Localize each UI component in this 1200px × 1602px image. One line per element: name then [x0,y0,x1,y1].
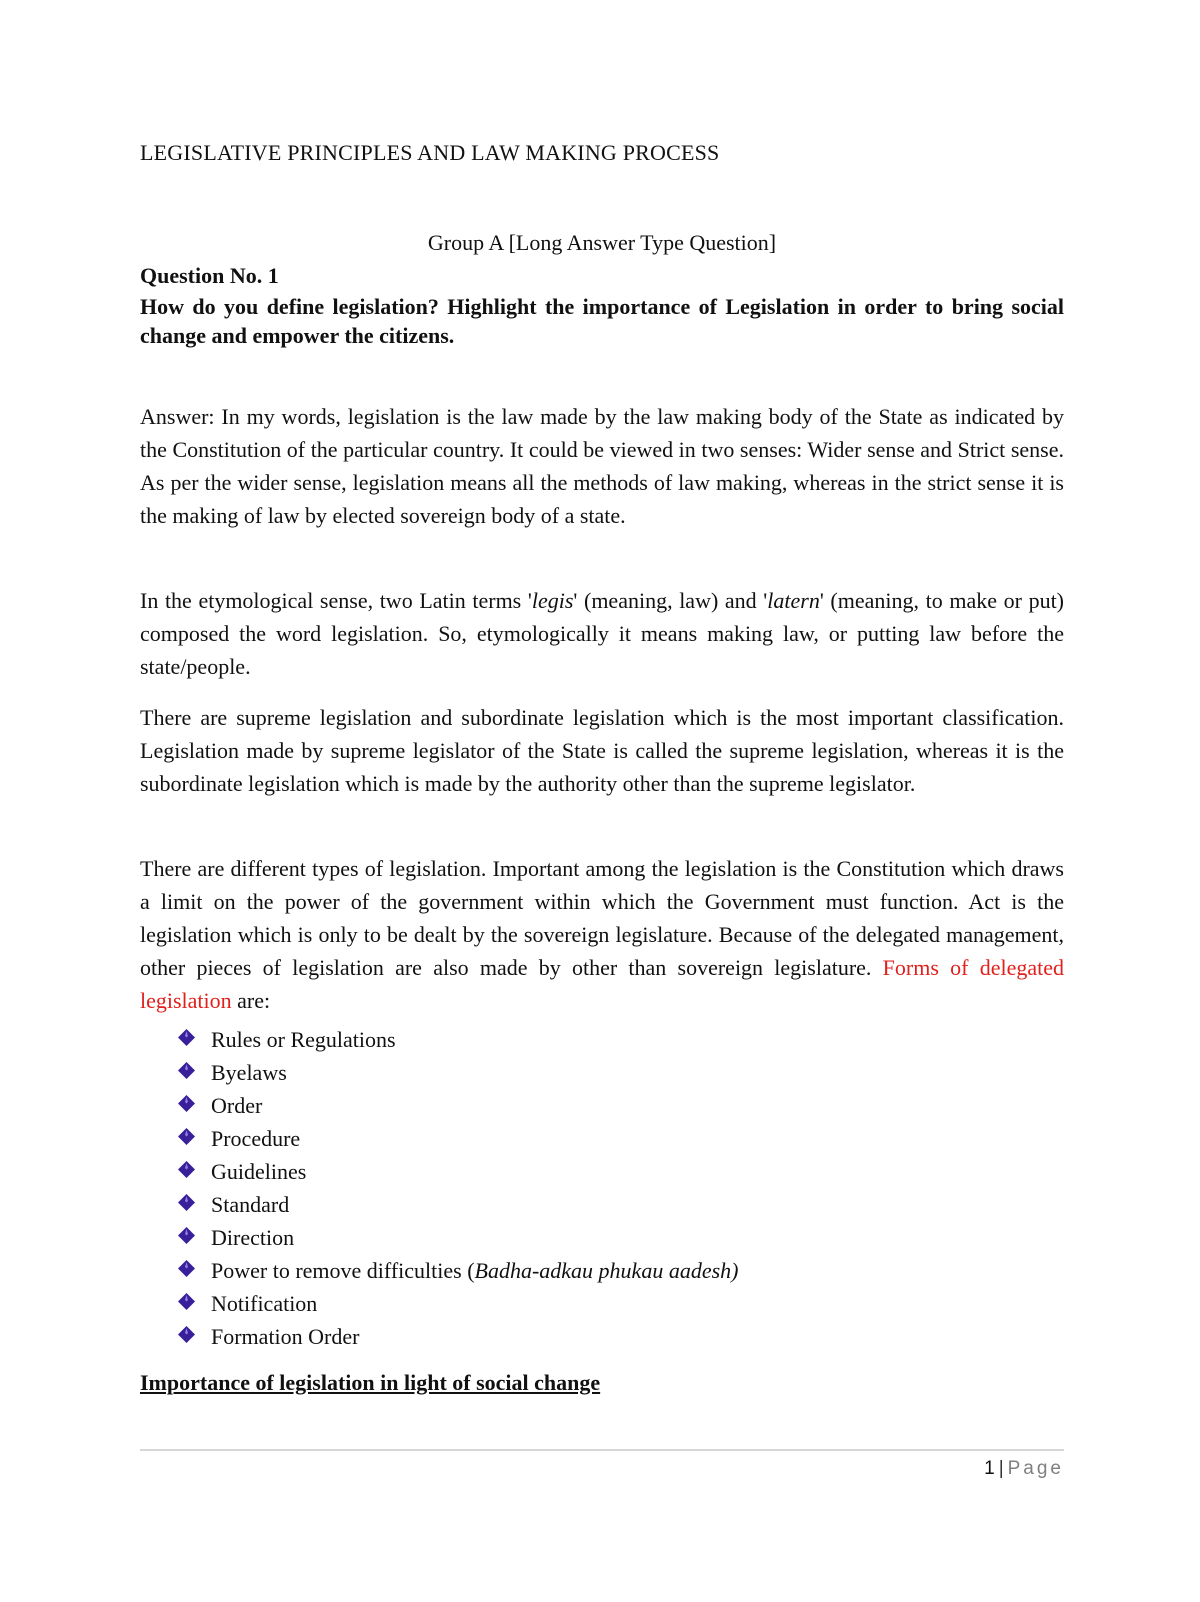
list-item [178,1221,738,1254]
term-latern: latern [767,588,820,613]
list-item [178,1188,738,1221]
question-text: How do you define legislation? Highlight the importance of Legislation in order to bring social change and empower the citizens. [140,294,1064,348]
diamond-bullet-icon [178,1031,195,1048]
types-text: There are different types of legislation. Important among the legislation is the Constitution which draws a limit on the power of the government within which the Government must function. Act is the legislation which is only to be dealt by the sovereign legislature. Because of the delegated management, other pieces of legislation are also made by other than sovereign legislature. [140,856,1064,980]
classification-paragraph: There are supreme legislation and subordinate legislation which is the most important classification. Legislation made by supreme legislator of the State is called the supreme legislation, whereas it is the subordinate legislation which is made by the authority other than the supreme legislator. [140,705,1064,796]
types-text-end: are: [231,988,271,1013]
etymology-paragraph [140,584,1064,683]
diamond-bullet-icon [178,1196,195,1213]
term-legis: legis [531,588,574,613]
page-label: Page [1007,1458,1064,1479]
list-item [178,1155,738,1188]
list-item [178,1254,738,1287]
list-item-label [211,1254,738,1287]
diamond-bullet-icon [178,1328,195,1345]
answer-paragraph: Answer: In my words, legislation is the law made by the law making body of the State as indicated by the Constitution of the particular country. It could be viewed in two senses: Wider sense and Strict sense. As per the wider sense, legislation means all the methods of law making, whereas in the strict sense it is the making of law by elected sovereign body of a state. [140,404,1064,528]
list-item [178,1089,738,1122]
diamond-bullet-icon [178,1097,195,1114]
page-footer [984,1458,1064,1480]
delegated-forms-list [178,1023,738,1353]
etymology-text-2: ' (meaning, law) and ' [573,588,768,613]
list-item-label: Procedure [211,1126,301,1151]
document-title: LEGISLATIVE PRINCIPLES AND LAW MAKING PROCESS [140,140,720,165]
diamond-bullet-icon [178,1229,195,1246]
list-item-label: Notification [211,1291,318,1316]
group-heading: Group A [Long Answer Type Question] [427,230,777,255]
list-item [178,1320,738,1353]
etymology-text-3: ' (meaning, to make or put) composed the word legislation. So, etymologically it means making law, or putting law before the state/people. [140,588,1065,679]
list-item [178,1056,738,1089]
list-item-label: Formation Order [211,1324,360,1349]
list-item-label: Byelaws [211,1060,287,1085]
etymology-text-1: In the etymological sense, two Latin terms ' [140,588,532,613]
diamond-bullet-icon [178,1064,195,1081]
footer-divider [140,1449,1064,1451]
list-item-label: Order [211,1093,263,1118]
list-item-label: Direction [211,1225,295,1250]
diamond-bullet-icon [178,1163,195,1180]
delegated-forms-highlight: Forms of delegated legislation [140,955,1064,1013]
diamond-bullet-icon [178,1262,195,1279]
list-item [178,1122,738,1155]
diamond-bullet-icon [178,1295,195,1312]
list-item-label: Rules or Regulations [211,1027,396,1052]
diamond-bullet-icon [178,1130,195,1147]
list-item-label-text: Power to remove difficulties ( [211,1258,475,1283]
types-paragraph [140,852,1064,1017]
page-number: 1 [984,1458,995,1479]
section-heading: Importance of legislation in light of social change [140,1370,601,1395]
footer-separator: | [998,1458,1004,1479]
list-item-label: Guidelines [211,1159,307,1184]
list-item-label-italic: Badha-adkau phukau aadesh) [474,1258,739,1283]
list-item-label: Standard [211,1192,290,1217]
question-number: Question No. 1 [140,263,279,288]
list-item [178,1287,738,1320]
list-item [178,1023,738,1056]
